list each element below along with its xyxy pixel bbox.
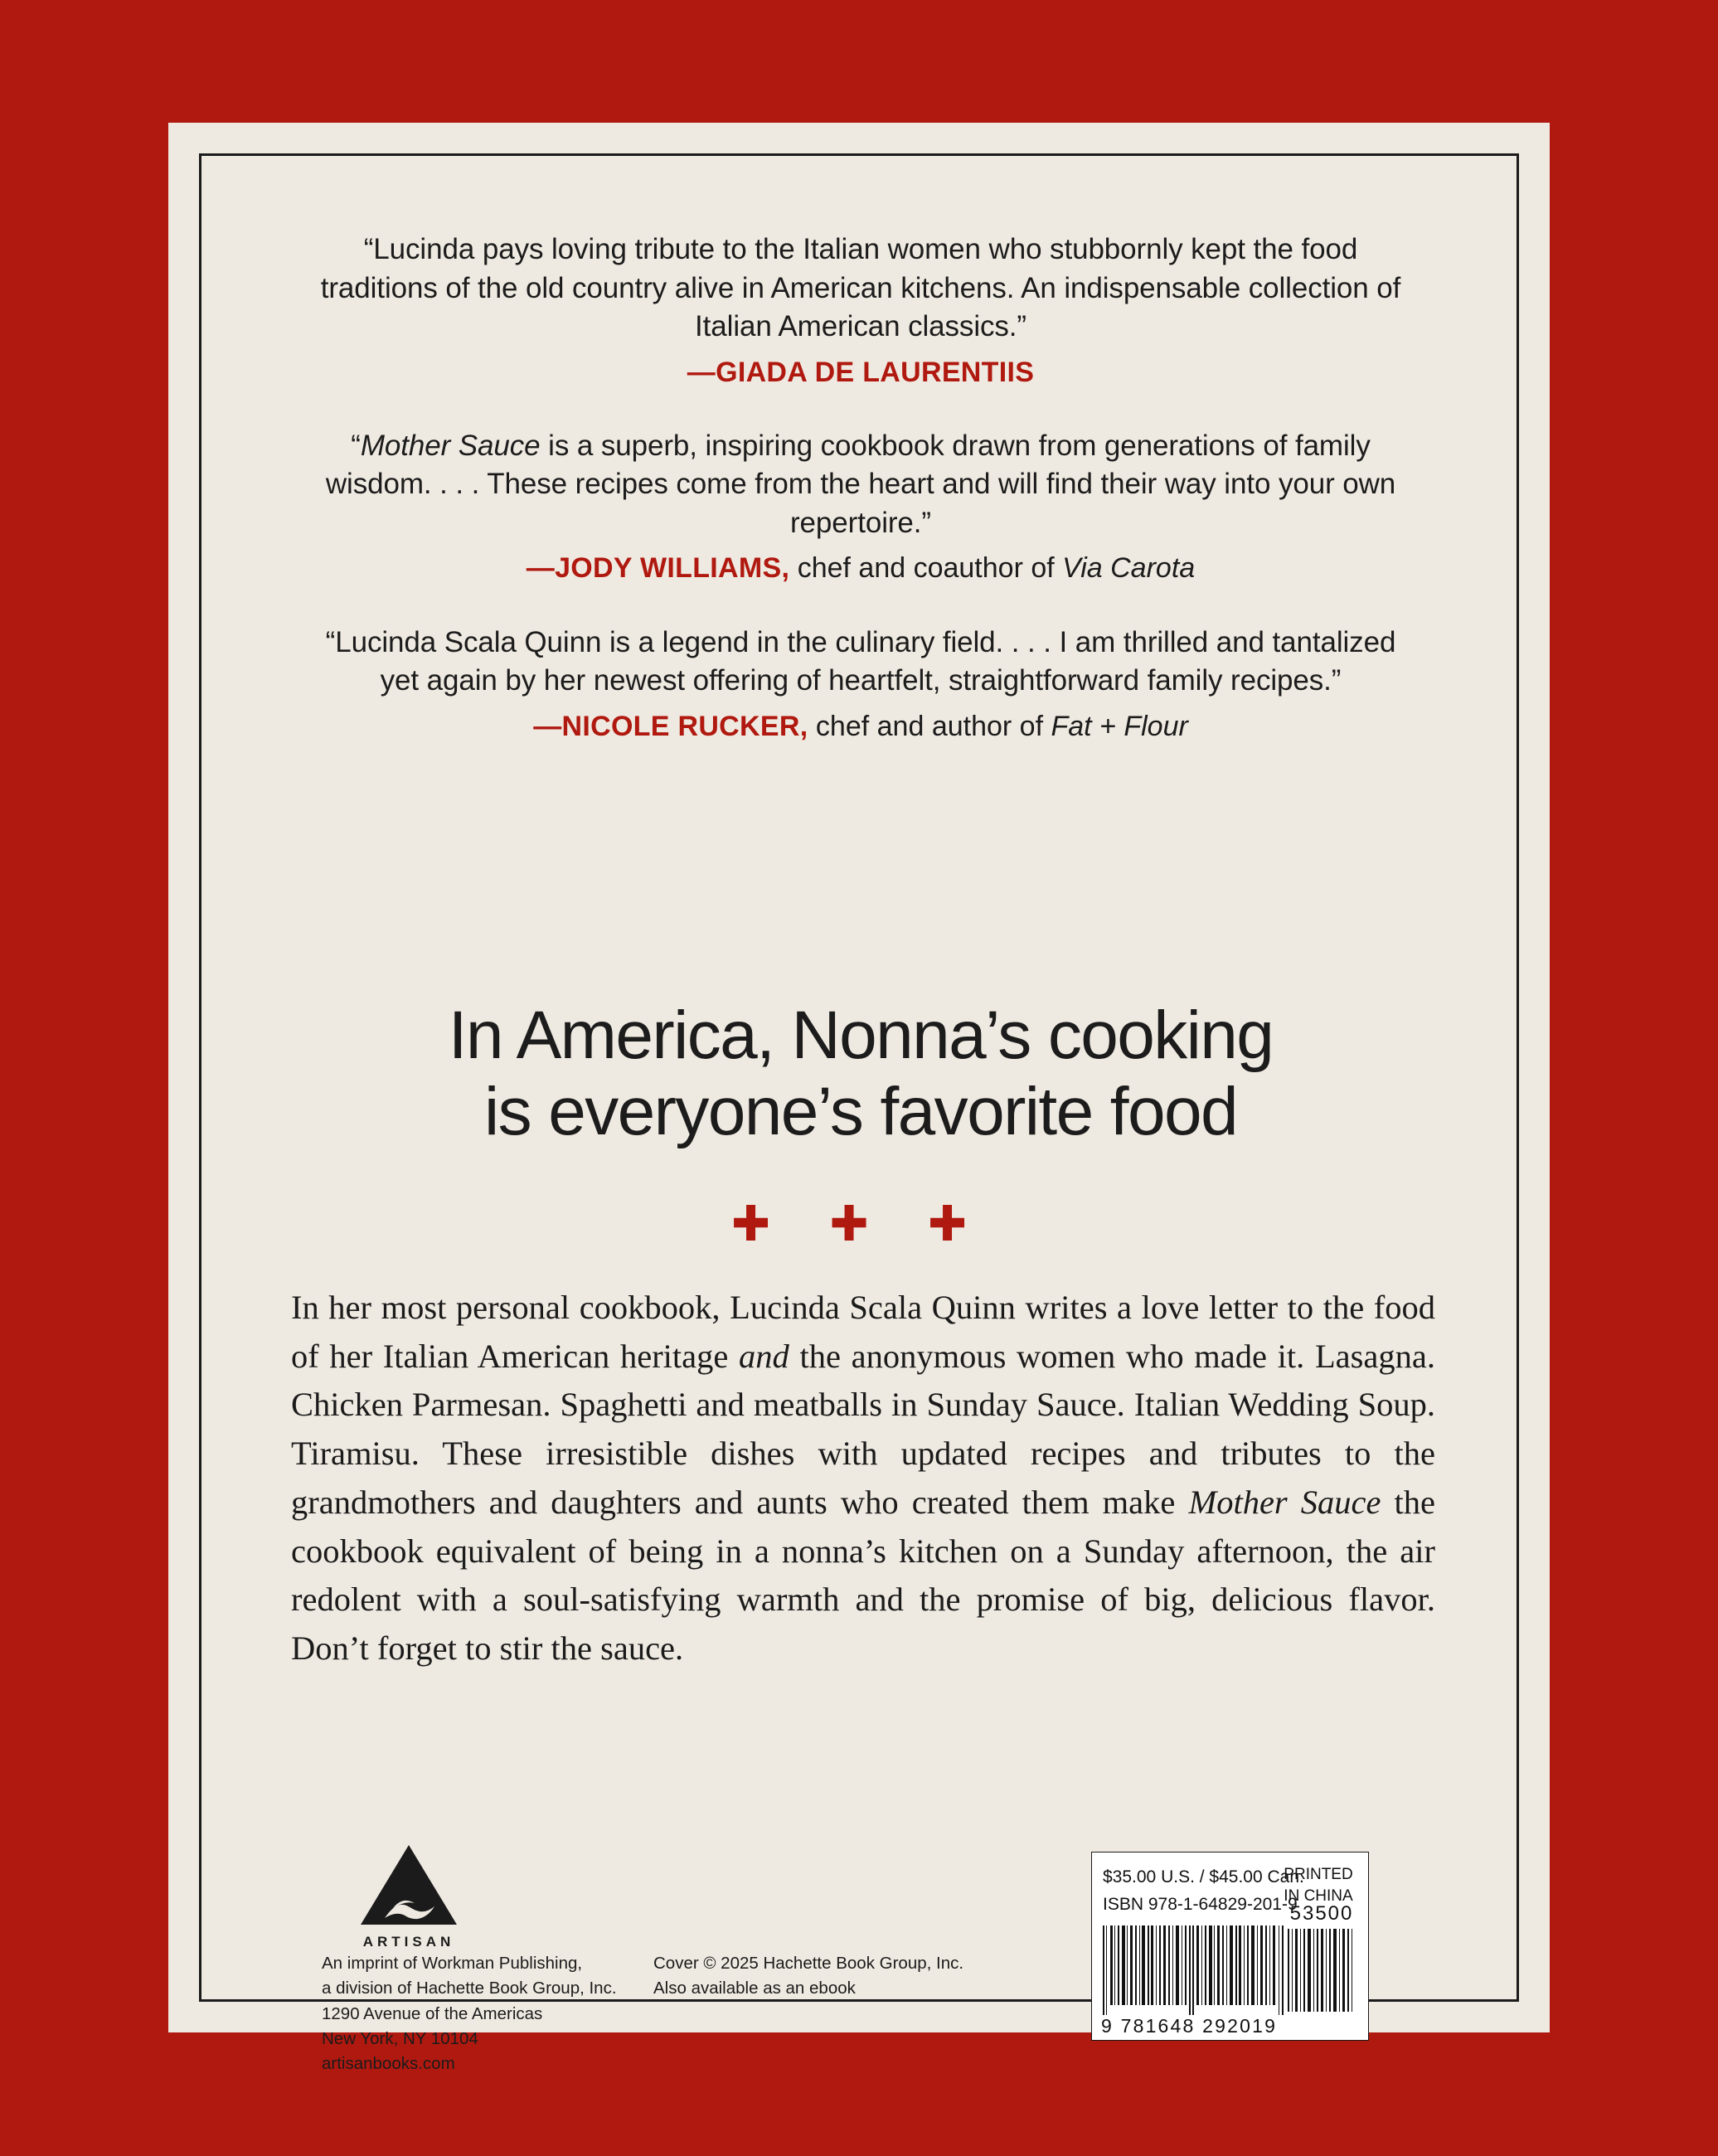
blurb-quote-pre: “ <box>351 429 361 462</box>
cover-footer <box>168 1806 1550 2074</box>
blurb-1 <box>309 231 1412 391</box>
description-part-3: the cookbook equivalent of being in a nonna’s kitchen on a Sunday afternoon, the air redolent with a soul-satisfying warmth and the promise of big, delicious flavor. Don’t forget to stir the sauce. <box>291 1483 1435 1668</box>
isbn-line: ISBN 978-1-64829-201-9 <box>1103 1894 1298 1914</box>
blurb-attrib-name: —JODY WILLIAMS, <box>526 552 790 585</box>
imprint-line: a division of Hachette Book Group, Inc. <box>322 1979 617 1998</box>
price-and-isbn <box>1103 1864 1304 1918</box>
blurb-attribution <box>309 550 1412 586</box>
imprint-address <box>322 1951 617 2077</box>
blurb-quote: “Lucinda Scala Quinn is a legend in the culinary field. . . . I am thrilled and tantalized yet again by her newest offering of heartfelt, straightforward family recipes.” <box>325 625 1396 697</box>
headline-line-1: In America, Nonna’s cooking <box>448 998 1274 1073</box>
headline-line-2: is everyone’s favorite food <box>484 1073 1237 1149</box>
description-italic-2: Mother Sauce <box>1188 1483 1381 1521</box>
headline <box>293 998 1429 1150</box>
blurb-quote: “Lucinda pays loving tribute to the Italian women who stubbornly kept the food traditions of the old country alive in American kitchens. An indispensable collection of Italian American classics.” <box>320 233 1401 343</box>
blurb-quote <box>309 427 1412 543</box>
barcode-block <box>1091 1852 1369 2041</box>
blurb-attrib-role: chef and author of <box>808 710 1051 742</box>
description-part-2: the anonymous women who made it. Lasagna. Chicken Parmesan. Spaghetti and meatballs in Sunday Sauce. Italian Wedding Soup. Tiramisu. These irresistible dishes with updated recipes and tributes to the grandmothers and daughters and aunts who created them make <box>291 1337 1435 1521</box>
artisan-mountain-icon <box>360 1843 458 1926</box>
printed-in-line-2: IN CHINA <box>1284 1886 1353 1905</box>
description-paragraph <box>291 1284 1435 1673</box>
cross-ornament-icon: ✚ ✚ ✚ <box>731 1196 990 1251</box>
price-addon-number: 53500 <box>1289 1902 1354 1925</box>
blurb-quote-post: is a superb, inspiring cookbook drawn from generations of family wisdom. . . . These recipes come from the heart and will find their way into your own repertoire.” <box>325 429 1396 539</box>
imprint-line: New York, NY 10104 <box>322 2028 478 2048</box>
printed-in-country <box>1279 1864 1358 1906</box>
blurb-attrib-role-title: Via Carota <box>1062 552 1196 585</box>
blurb-attribution <box>309 708 1412 745</box>
imprint-line: An imprint of Workman Publishing, <box>322 1954 583 1973</box>
ornament-divider <box>293 1196 1429 1251</box>
publisher-logo <box>326 1843 492 1950</box>
imprint-website[interactable]: artisanbooks.com <box>322 2054 455 2074</box>
description-part-1: In her most personal cookbook, Lucinda Scala Quinn writes a love letter to the food of her Italian American heritage <box>291 1289 1435 1375</box>
isbn-barcode <box>1101 1925 1290 2015</box>
blurb-attrib-name: —GIADA DE LAURENTIIS <box>687 356 1035 388</box>
printed-in-line-1: PRINTED <box>1284 1866 1353 1883</box>
blurb-2 <box>309 427 1412 587</box>
price-addon-bars <box>1287 1929 1356 2012</box>
blurb-attribution <box>309 354 1412 391</box>
imprint-line: 1290 Avenue of the Americas <box>322 2003 543 2023</box>
blurb-attrib-role-title: Fat + Flour <box>1051 710 1188 742</box>
barcode-number: 9 781648 292019 <box>1101 2015 1278 2037</box>
blurbs-section <box>309 231 1412 781</box>
blurb-attrib-name: —NICOLE RUCKER, <box>533 710 808 742</box>
book-back-cover <box>168 123 1550 2074</box>
blurb-3 <box>309 624 1412 745</box>
blurb-quote-title: Mother Sauce <box>360 429 541 462</box>
blurb-attrib-role: chef and coauthor of <box>789 552 1063 585</box>
price-line: $35.00 U.S. / $45.00 Can. <box>1103 1867 1304 1886</box>
copyright-notice <box>653 1951 963 2002</box>
copyright-line: Cover © 2025 Hachette Book Group, Inc. <box>653 1954 964 1973</box>
publisher-wordmark: ARTISAN <box>362 1934 455 1950</box>
ebook-note: Also available as an ebook <box>653 1979 856 1998</box>
price-addon-barcode <box>1287 1902 1356 2016</box>
description-italic-1: and <box>739 1337 789 1375</box>
